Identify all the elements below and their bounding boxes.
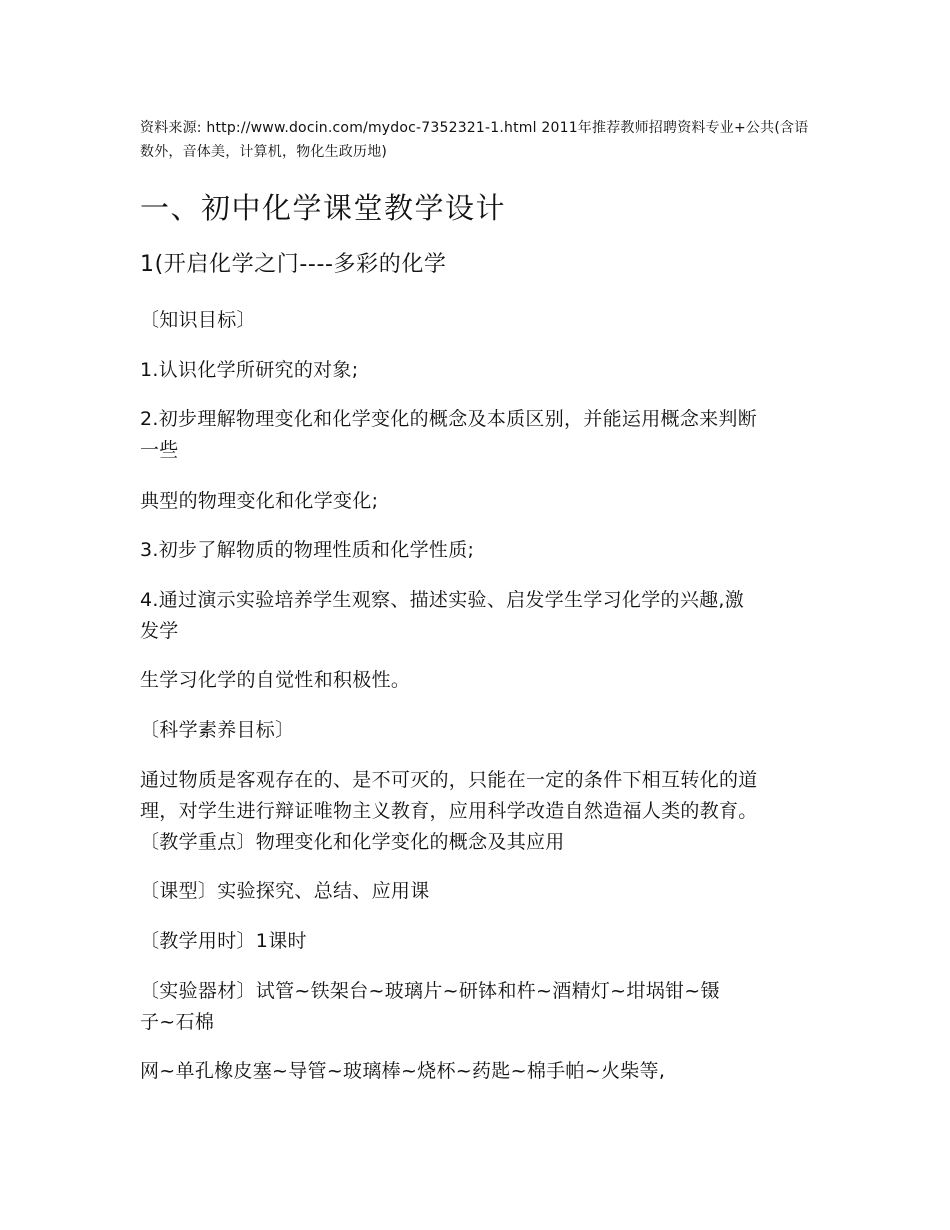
goal-item-2-cont: 一些 <box>140 439 179 461</box>
goal-item-4-cont2: 生学习化学的自觉性和积极性。 <box>140 669 411 691</box>
section-title: 1(开启化学之门----多彩的化学 <box>140 252 447 277</box>
goal-item-4-cont: 发学 <box>140 620 179 642</box>
page-title: 一、初中化学课堂教学设计 <box>140 191 507 225</box>
goal-item-2: 2.初步理解物理变化和化学变化的概念及本质区别，并能运用概念来判断 <box>140 408 758 430</box>
knowledge-goals-label: 〔知识目标〕 <box>140 309 256 331</box>
science-goals-text-1: 通过物质是客观存在的、是不可灭的，只能在一定的条件下相互转化的道 <box>140 769 758 791</box>
equipment-line-3: 网~单孔橡皮塞~导管~玻璃棒~烧杯~药匙~棉手帕~火柴等, <box>140 1060 666 1082</box>
goal-item-3: 3.初步了解物质的物理性质和化学性质; <box>140 539 475 561</box>
goal-item-2-cont2: 典型的物理变化和化学变化; <box>140 490 379 512</box>
lesson-duration: 〔教学用时〕1课时 <box>140 930 307 952</box>
lesson-type: 〔课型〕实验探究、总结、应用课 <box>140 880 430 902</box>
teaching-focus: 〔教学重点〕物理变化和化学变化的概念及其应用 <box>140 831 565 853</box>
equipment-line-1: 〔实验器材〕试管~铁架台~玻璃片~研钵和杵~酒精灯~坩埚钳~镊 <box>140 980 720 1002</box>
goal-item-4: 4.通过演示实验培养学生观察、描述实验、启发学生学习化学的兴趣,激 <box>140 589 745 611</box>
goal-item-1: 1.认识化学所研究的对象; <box>140 359 359 381</box>
science-goals-text-2: 理，对学生进行辩证唯物主义教育，应用科学改造自然造福人类的教育。 <box>140 800 758 822</box>
source-line: 资料来源: http://www.docin.com/mydoc-7352321-1.html 2011年推荐教师招聘资料专业+公共(含语数外，音体美，计算机，物化生政历地) <box>140 120 809 160</box>
equipment-line-2: 子~石棉 <box>140 1011 215 1033</box>
science-goals-label: 〔科学素养目标〕 <box>140 719 295 741</box>
